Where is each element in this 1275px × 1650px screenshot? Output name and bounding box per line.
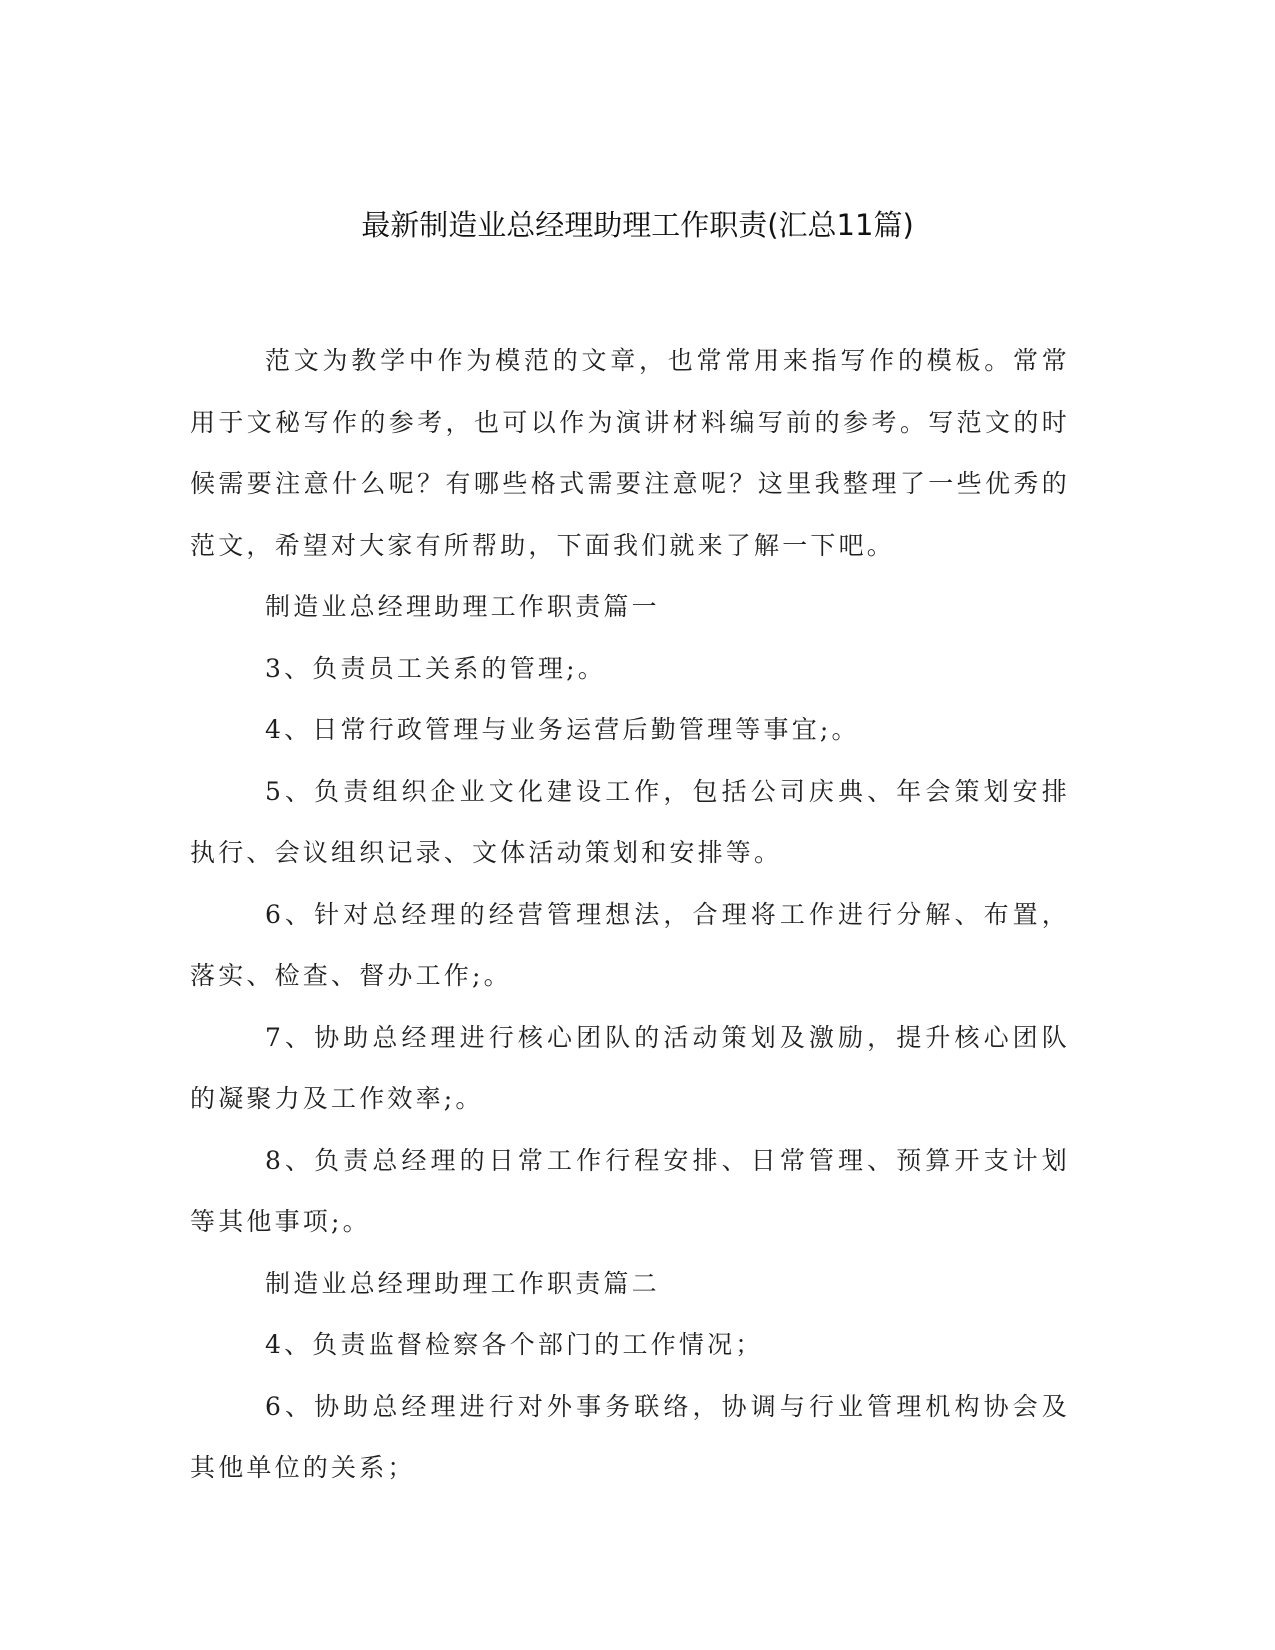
duty-item: 6、针对总经理的经营管理想法，合理将工作进行分解、布置，落实、检查、督办工作;。 [190,899,1070,990]
duty-item: 3、负责员工关系的管理;。 [265,653,606,683]
duty-item: 8、负责总经理的日常工作行程安排、日常管理、预算开支计划等其他事项;。 [190,1145,1070,1236]
document-title: 最新制造业总经理助理工作职责(汇总11篇) [361,208,914,242]
duty-item: 6、协助总经理进行对外事务联络，协调与行业管理机构协会及其他单位的关系； [190,1391,1070,1482]
duty-item: 4、日常行政管理与业务运营后勤管理等事宜;。 [265,715,860,744]
intro-paragraph: 范文为教学中作为模范的文章，也常常用来指写作的模板。常常用于文秘写作的参考，也可以作为演讲材料编写前的参考。写范文的时候需要注意什么呢？有哪些格式需要注意呢？这里我整理了一些优秀的范文，希望对大家有所帮助，下面我们就来了解一下吧。 [190,346,1070,560]
document-body [190,330,1070,1499]
section-heading-2: 制造业总经理助理工作职责篇二 [265,1268,660,1298]
duty-item: 5、负责组织企业文化建设工作，包括公司庆典、年会策划安排执行、会议组织记录、文体活动策划和安排等。 [190,776,1070,867]
duty-item: 4、负责监督检察各个部门的工作情况； [265,1330,764,1359]
section-heading-1: 制造业总经理助理工作职责篇一 [265,592,660,621]
duty-item: 7、协助总经理进行核心团队的活动策划及激励，提升核心团队的凝聚力及工作效率;。 [190,1022,1070,1113]
